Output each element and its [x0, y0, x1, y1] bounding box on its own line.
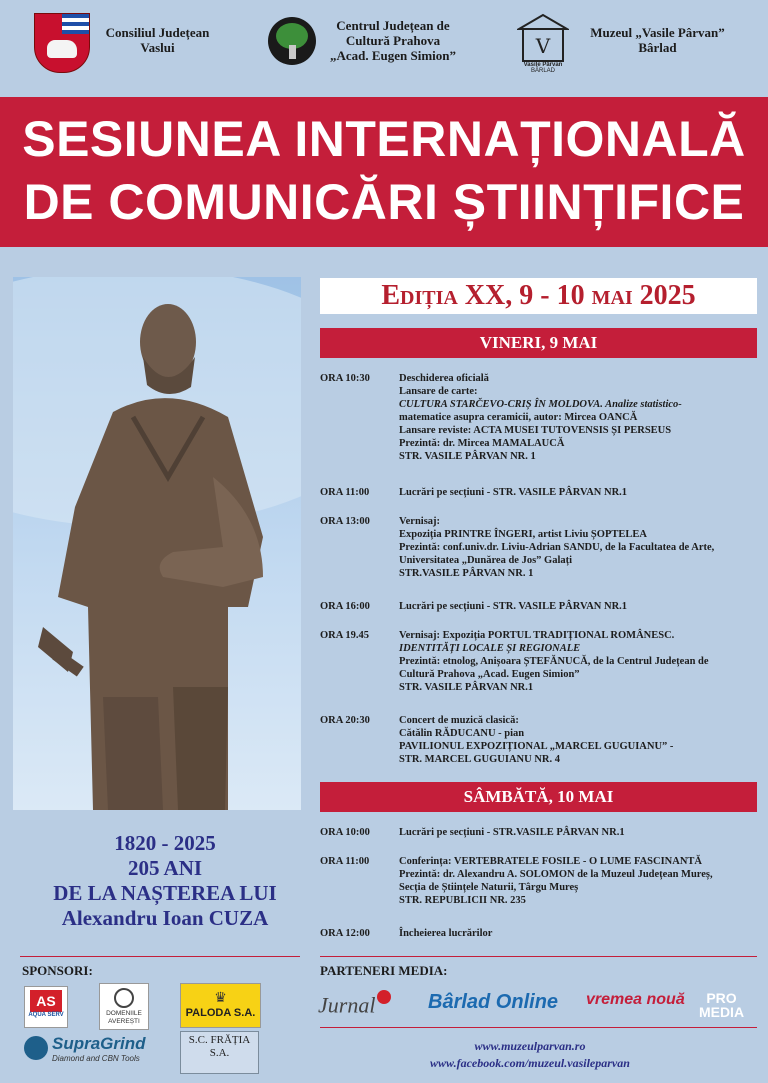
facebook-link[interactable]: www.facebook.com/muzeul.vasileparvan — [430, 1056, 630, 1070]
paloda-logo-icon: ♛ PALODA S.A. — [180, 983, 261, 1028]
fratia-box: S.C. FRĂȚIA S.A. — [180, 1031, 259, 1074]
svg-text:BÂRLAD: BÂRLAD — [530, 68, 556, 73]
event-description: Vernisaj: Expoziția PRINTRE ÎNGERI, artist Liviu ȘOPTELEA Prezintă: conf.univ.dr. Liviu-Adrian SANDU, de la Facultatea de Arte, Universitatea „Dunărea de Jos” Galați STR.VASILE PÂRVAN NR. 1 — [399, 516, 715, 579]
event-time: ORA 11:00 — [320, 856, 370, 867]
title-line-1: SESIUNEA INTERNAȚIONALĂ — [22, 111, 746, 167]
day2-header: SÂMBĂTĂ, 10 MAI — [320, 782, 757, 812]
event-description: Concert de muzică clasică: Cătălin RĂDUCANU - pian PAVILIONUL EXPOZIȚIONAL „MARCEL GUGUIANU” - STR. MARCEL GUGUIANU NR. 4 — [399, 715, 674, 765]
title-line-2: DE COMUNICĂRI ȘTIINȚIFICE — [23, 174, 745, 230]
divider — [320, 956, 757, 957]
event-description: Conferința: VERTEBRATELE FOSILE - O LUME FASCINANTĂ Prezintă: dr. Alexandru A. SOLOMON de la Muzeul Județean Mureș, Secția de Științele Naturii, Târgu Mureș STR. REPUBLICII NR. 235 — [399, 856, 713, 906]
barlad-online-logo-icon: Bârlad Online — [428, 991, 559, 1013]
event-time: ORA 10:30 — [320, 373, 370, 384]
event-description: Deschiderea oficială Lansare de carte: CULTURA STARČEVO-CRIȘ ÎN MOLDOVA. Analize statistico- matematice asupra ceramicii, autor: Mircea OANCĂ Lansare reviste: ACTA MUSEI TUTOVENSIS ȘI PERSEUS Prezintă: dr. Mircea MAMALAUCĂ STR. VASILE PÂRVAN NR. 1 — [399, 373, 682, 462]
divider — [20, 956, 300, 957]
event-description: Lucrări pe secțiuni - STR.VASILE PÂRVAN NR.1 — [399, 827, 625, 838]
cuza-name-text: Alexandru Ioan CUZA — [61, 906, 269, 930]
website-link[interactable]: www.muzeulparvan.ro — [474, 1039, 586, 1053]
event-description: Vernisaj: Expoziția PORTUL TRADIȚIONAL ROMÂNESC. IDENTITĂȚI LOCALE ȘI REGIONALE Prezintă: etnolog, Anișoara ȘTEFĂNUCĂ, de la Centrul Județean de Cultură Prahova „Acad. Eugen Simion” STR. VASILE PÂRVAN NR.1 — [399, 630, 709, 693]
vremea-noua-logo-icon: vremea nouă — [586, 991, 685, 1008]
birth-text: DE LA NAȘTEREA LUI — [53, 881, 277, 905]
museum-logo-icon — [517, 13, 569, 73]
event-time: ORA 19.45 — [320, 630, 370, 641]
sponsors-title: SPONSORI: — [22, 963, 93, 978]
event-time: ORA 13:00 — [320, 516, 370, 527]
event-time: ORA 20:30 — [320, 715, 370, 726]
vaslui-crest-icon — [34, 13, 90, 73]
divider — [320, 1027, 757, 1028]
jurnal-fm-logo-icon: Jurnal — [318, 990, 391, 1018]
event-time: ORA 16:00 — [320, 601, 370, 612]
domeniile-averesti-logo-icon: DOMENIILE AVEREȘTI — [99, 983, 149, 1030]
svg-text:Vasile Pârvan: Vasile Pârvan — [523, 62, 563, 68]
day1-header: VINERI, 9 MAI — [320, 328, 757, 358]
anniversary-text: 205 ANI — [127, 856, 203, 880]
event-time: ORA 12:00 — [320, 928, 370, 939]
org2-name: Centrul Județean de Cultură Prahova „Acad. Eugen Simion” — [329, 18, 457, 63]
cultural-center-logo-icon — [268, 17, 316, 65]
event-time: ORA 11:00 — [320, 487, 370, 498]
title-banner — [0, 97, 768, 247]
event-time: ORA 10:00 — [320, 827, 370, 838]
supragrind-logo-icon: SupraGrind Diamond and CBN Tools — [24, 1034, 174, 1068]
event-description: Încheierea lucrărilor — [399, 928, 493, 939]
years-text: 1820 - 2025 — [114, 831, 216, 855]
media-partners-title: PARTENERI MEDIA: — [320, 963, 448, 978]
cuza-statue-photo — [13, 277, 301, 810]
event-description: Lucrări pe secțiuni - STR. VASILE PÂRVAN NR.1 — [399, 601, 628, 612]
pro-media-logo-icon: PRO MEDIA — [698, 990, 745, 1020]
event-description: Lucrări pe secțiuni - STR. VASILE PÂRVAN NR.1 — [399, 487, 628, 498]
org3-name: Muzeul „Vasile Pârvan” Bârlad — [590, 25, 725, 55]
aqua-serv-logo-icon: AS AQUA SERV — [24, 986, 68, 1028]
edition-title: Ediția XX, 9 - 10 mai 2025 — [320, 278, 757, 314]
svg-text:V: V — [535, 34, 551, 58]
org1-name: Consiliul Județean Vaslui — [105, 25, 210, 55]
